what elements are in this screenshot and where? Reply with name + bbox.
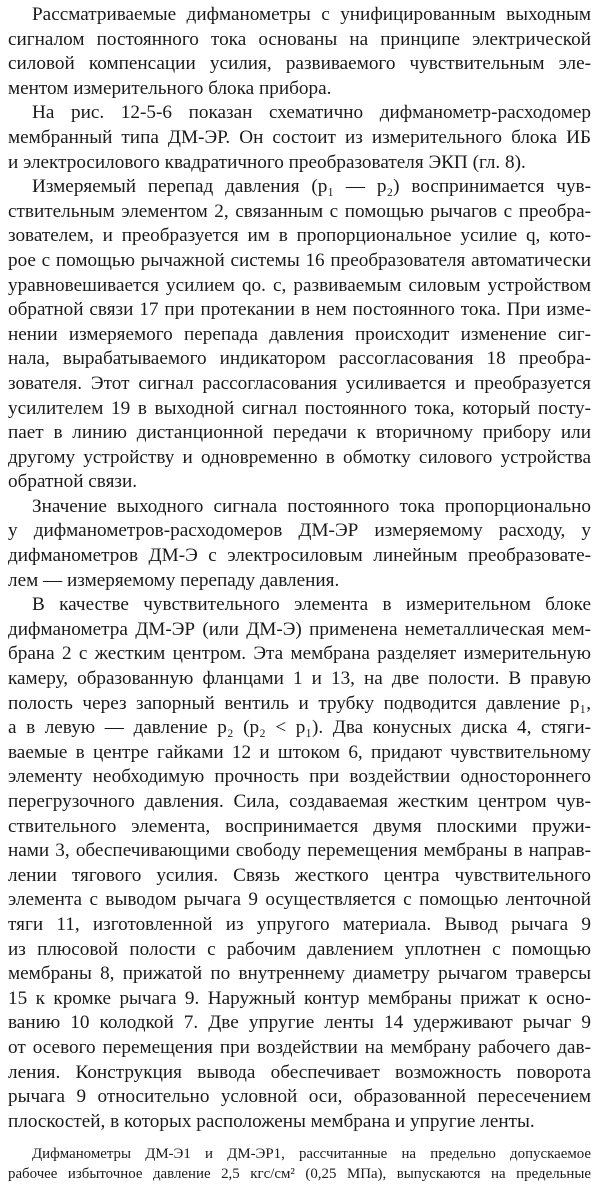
text-line: На рис. 12-5-6 показан схематично дифманометр-расходомер [32,102,591,124]
text-line: уравновешивается усилием qо. с, развиваемым силовым устройством [8,274,591,296]
text-line: В качестве чувствительного элемента в измерительном блоке [32,594,591,616]
text-line: плоскостей, в которых расположены мембрана и упругие ленты. [8,1110,535,1132]
text-line: мембраны 8, прижатой по внутреннему диаметру рычагом траверсы [8,963,591,985]
text-line: нами 3, обеспечивающими свободу перемещения мембраны в направ- [8,840,591,862]
paragraph-intro [8,3,591,101]
text-line: нении измеряемого перепада давления происходит изменение сиг- [8,323,591,345]
footnote-line: Дифманометры ДМ-Э1 и ДМ-ЭР1, рассчитанные на предельно допускаемое [32,1146,591,1163]
text-line: элемента с выводом рычага 9 осуществляется с помощью ленточной [8,889,591,911]
text-line: от осевого перемещения при воздействии на мембрану рабочего дав- [8,1036,591,1058]
text-line: рычага 9 относительно условной оси, образованной пересечением [8,1086,591,1108]
paragraph-sensing-element [8,593,591,1134]
text-line: а в левую — давление p₂ (p₂ < p₁). Два конусных диска 4, стяги- [8,717,591,739]
paragraph-principle [8,175,591,495]
text-line: рое с помощью рычажной системы 16 преобразователя автоматически [8,249,591,271]
text-line: ваемые в центре гайками 12 и штоком 6, придают чувствительному [8,741,591,763]
text-line: ления. Конструкция вывода обеспечивает возможность поворота [8,1061,591,1083]
text-line: обратной связи. [8,471,138,493]
paragraph-output-signal [8,495,591,593]
text-line: дифманометра ДМ-ЭР (или ДМ-Э) применена неметаллическая мем- [8,618,591,640]
text-line: 15 к кромке рычага 9. Наружный контур мембраны прижат к осно- [8,987,591,1009]
text-line: полость через запорный вентиль и трубку подводится давление p₁, [8,692,591,714]
text-line: камеру, образованную фланцами 1 и 13, на две полости. В правую [8,668,591,690]
footnote [8,1144,591,1184]
text-line: мембранный типа ДМ-ЭР. Он состоит из измерительного блока ИБ [8,126,591,148]
text-line: элементу необходимую прочность при воздействии одностороннего [8,766,591,788]
footnote-line: рабочее избыточное давление 2,5 кгс/см² (0,25 МПа), выпускаются на предельные [8,1166,591,1183]
text-line: лем — измеряемому перепаду давления. [8,569,340,591]
text-line: перегрузочного давления. Сила, создаваемая жестким центром чув- [8,791,591,812]
text-line: Значение выходного сигнала постоянного тока пропорционально [32,495,591,517]
text-line: пает в линию дистанционной передачи к вторичному прибору или [8,422,591,444]
text-line: Рассматриваемые дифманометры с унифицированным выходным [32,4,591,25]
text-line: сигналом постоянного тока основаны на принципе электрической [8,28,591,50]
text-line: тяги 11, изготовленной из упругого материала. Вывод рычага 9 [8,913,591,935]
text-line: нала, вырабатываемого индикатором рассогласования 18 преобра- [8,348,591,370]
text-line: лении тягового усилия. Связь жесткого центра чувствительного [8,864,591,886]
text-line: усилителем 19 в выходной сигнал постоянного тока, который посту- [8,397,591,419]
text-line: зователя. Этот сигнал рассогласования усиливается и преобразуется [8,372,591,394]
body-text [8,3,591,1134]
text-line: силовой компенсации усилия, развиваемого чувствительным эле- [8,53,591,75]
text-line: обратной связи 17 при протекании в нем постоянного тока. При изме- [8,299,591,321]
text-line: и электросилового квадратичного преобразователя ЭКП (гл. 8). [8,151,526,173]
text-line: ствительного элемента, воспринимается двумя плоскими пружи- [8,815,591,837]
text-line: зователем, и преобразуется им в пропорциональное усилие q, кото- [8,225,591,247]
text-line: ванию 10 колодкой 7. Две упругие ленты 14 удерживают рычаг 9 [8,1012,591,1034]
paragraph-figure-ref [8,101,591,175]
text-line: ментом измерительного блока прибора. [8,77,332,99]
text-line: у дифманометров-расходомеров ДМ-ЭР измеряемому расходу, у [8,520,591,542]
text-line: из плюсовой полости с рабочим давлением уплотнен с помощью [8,938,591,960]
text-line: дифманометров ДМ-Э с электросиловым линейным преобразовате- [8,545,591,567]
text-line: Измеряемый перепад давления (p₁ — p₂) воспринимается чув- [32,176,591,198]
text-line: ствительным элементом 2, связанным с помощью рычагов с преобра- [8,200,591,222]
text-line: другому устройству и одновременно в обмотку силового устройства [8,446,591,468]
text-line: брана 2 с жестким центром. Эта мембрана разделяет измерительную [8,643,591,665]
